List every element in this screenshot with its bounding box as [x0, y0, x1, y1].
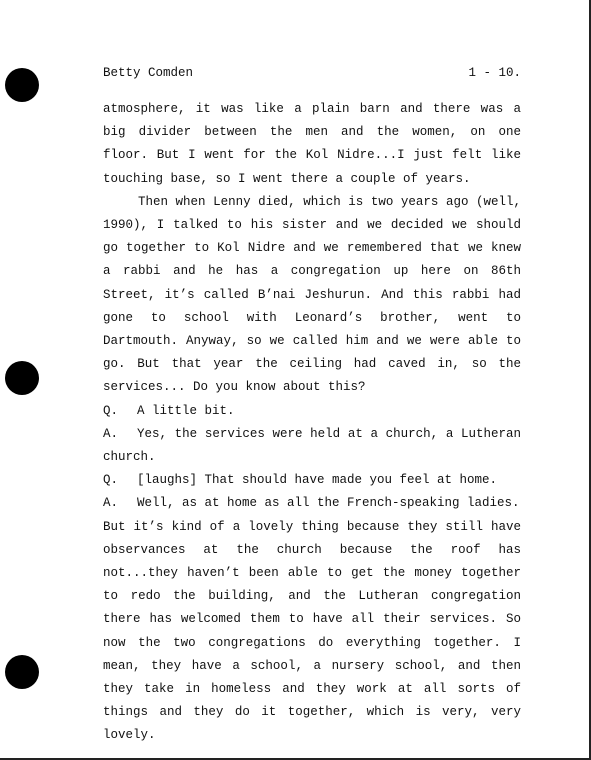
- question-tag: Q.: [103, 473, 119, 488]
- answer-line: [103, 423, 521, 469]
- answer-tag: A.: [103, 496, 119, 511]
- question-line: [103, 469, 521, 492]
- binder-hole-bottom: [5, 655, 39, 689]
- paragraph-lenny: Then when Lenny died, which is two years ago (well, 1990), I talked to his sister and we decided we should go together to Kol Nidre and we remembered that we knew a rabbi and he has a congregation up here on 86th Street, it’s called B’nai Jeshurun. And this rabbi had gone to school with Leonard’s brother, went to Dartmouth. Anyway, so we called him and we were able to go. But that year the ceiling had caved in, so the services... Do you know about this?: [103, 194, 521, 395]
- question-tag: Q.: [103, 403, 119, 418]
- binder-hole-middle: [5, 361, 39, 395]
- paragraph-atmosphere: atmosphere, it was like a plain barn and there was a big divider between the men and the women, on one floor. But I went for the Kol Nidre...I just felt like touching base, so I went there a couple of years.: [103, 102, 521, 186]
- answer-tag: A.: [103, 426, 119, 441]
- transcript-body: [103, 98, 521, 748]
- page-number: 1 - 10.: [468, 66, 521, 80]
- question-text: A little bit.: [137, 403, 235, 418]
- header-name: Betty Comden: [103, 66, 194, 80]
- answer-line: [103, 492, 521, 515]
- answer-text: Yes, the services were held at a church, a Lutheran church.: [103, 426, 521, 465]
- question-text: [laughs] That should have made you feel at home.: [137, 473, 498, 488]
- binder-hole-top: [5, 68, 39, 102]
- question-line: [103, 400, 521, 423]
- paragraph-congregations: But it’s kind of a lovely thing because they still have observances at the church because the roof has not...they haven’t been able to get the money together to redo the building, and the Lutheran congregation there has welcomed them to have all their services. So now the two congregations do everything together. I mean, they have a school, a nursery school, and then they take in homeless and they work at all sorts of things and they do it together, which is very, very lovely.: [103, 519, 521, 743]
- page-header: [103, 66, 521, 84]
- answer-text: Well, as at home as all the French-speaking ladies.: [137, 496, 520, 511]
